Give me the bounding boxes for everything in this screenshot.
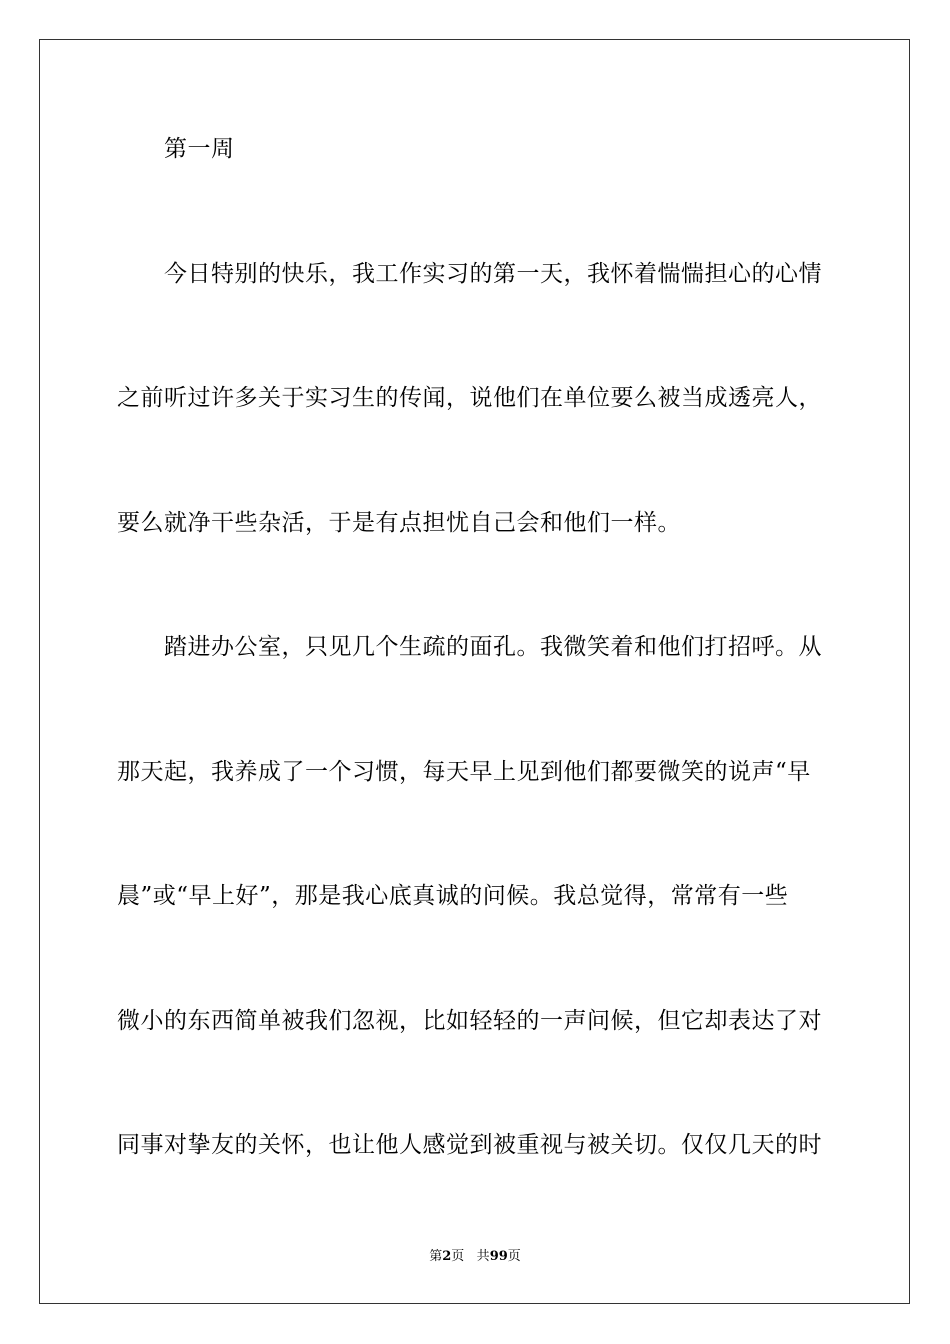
page-suffix: 页 (451, 1249, 465, 1264)
paragraph-line: 之前听过许多关于实习生的传闻，说他们在单位要么被当成透亮人， (117, 385, 822, 411)
section-heading: 第一周 (164, 136, 235, 162)
paragraph-line: 踏进办公室，只见几个生疏的面孔。我微笑着和他们打招呼。从 (164, 634, 822, 660)
paragraph-line: 今日特别的快乐，我工作实习的第一天，我怀着惴惴担心的心情 (164, 261, 822, 287)
total-suffix: 页 (507, 1249, 521, 1264)
paragraph-line: 晨”或“早上好”，那是我心底真诚的问候。我总觉得，常常有一些 (117, 883, 789, 909)
total-prefix: 共 (476, 1249, 490, 1264)
paragraph-line: 要么就净干些杂活，于是有点担忧自己会和他们一样。 (117, 510, 681, 536)
page-prefix: 第 (429, 1249, 443, 1264)
page-number-footer (0, 1248, 950, 1266)
paragraph-line: 那天起，我养成了一个习惯，每天早上见到他们都要微笑的说声“早 (117, 759, 811, 785)
current-page-number: 2 (442, 1249, 452, 1264)
paragraph-line: 微小的东西简单被我们忽视，比如轻轻的一声问候，但它却表达了对 (117, 1008, 822, 1034)
paragraph-line: 同事对挚友的关怀，也让他人感觉到被重视与被关切。仅仅几天的时 (117, 1132, 822, 1158)
total-page-count: 99 (489, 1249, 508, 1264)
page-border (39, 39, 910, 1304)
